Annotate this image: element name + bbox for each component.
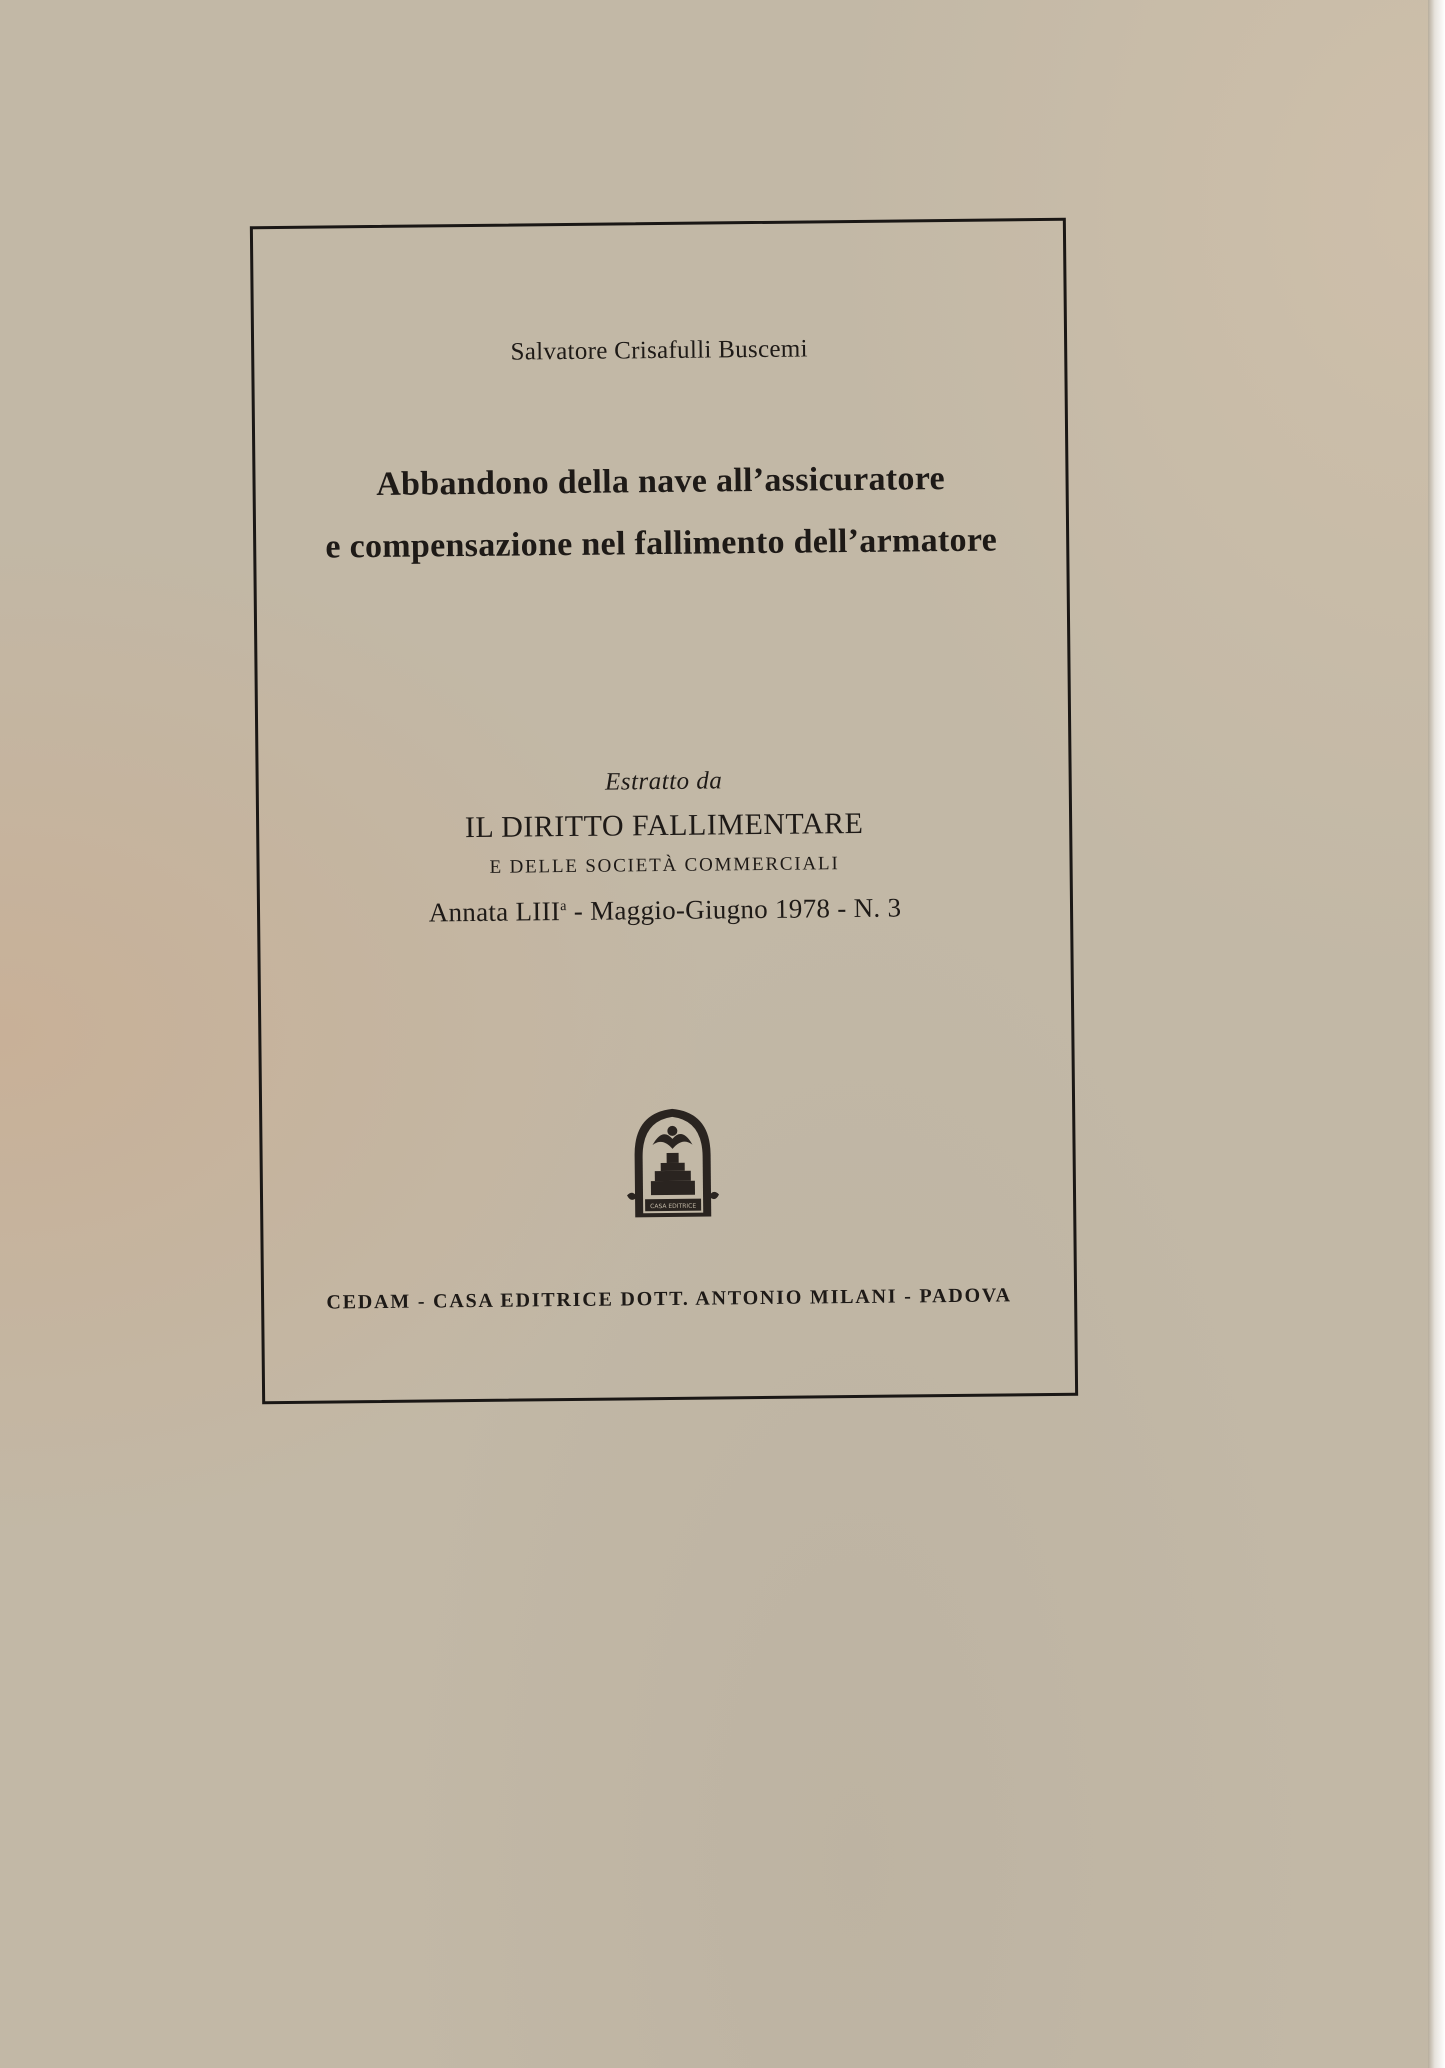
- extract-label: Estratto da: [604, 767, 723, 796]
- journal-subtitle: E DELLE SOCIETÀ COMMERCIALI: [489, 853, 840, 878]
- title-line-2: e compensazione nel fallimento dell’armatore: [325, 521, 998, 566]
- scan-edge: [1428, 0, 1445, 2068]
- issue-date-number: - Maggio-Giugno 1978 - N. 3: [566, 892, 902, 927]
- author-name: Salvatore Crisafulli Buscemi: [510, 335, 808, 366]
- journal-name: IL DIRITTO FALLIMENTARE: [464, 806, 864, 845]
- publisher-mark-icon: [622, 1104, 723, 1223]
- title-line-1: Abbandono della nave all’assicuratore: [376, 460, 946, 503]
- cover-frame: [250, 218, 1078, 1404]
- issue-volume: Annata LIII: [428, 896, 561, 928]
- issue-ordinal: a: [560, 899, 567, 915]
- publisher-line: CEDAM - CASA EDITRICE DOTT. ANTONIO MILANI - PADOVA: [326, 1284, 1012, 1314]
- publisher-mark-text: CASA EDITRICE: [650, 1202, 697, 1211]
- issue-line: [260, 891, 1070, 930]
